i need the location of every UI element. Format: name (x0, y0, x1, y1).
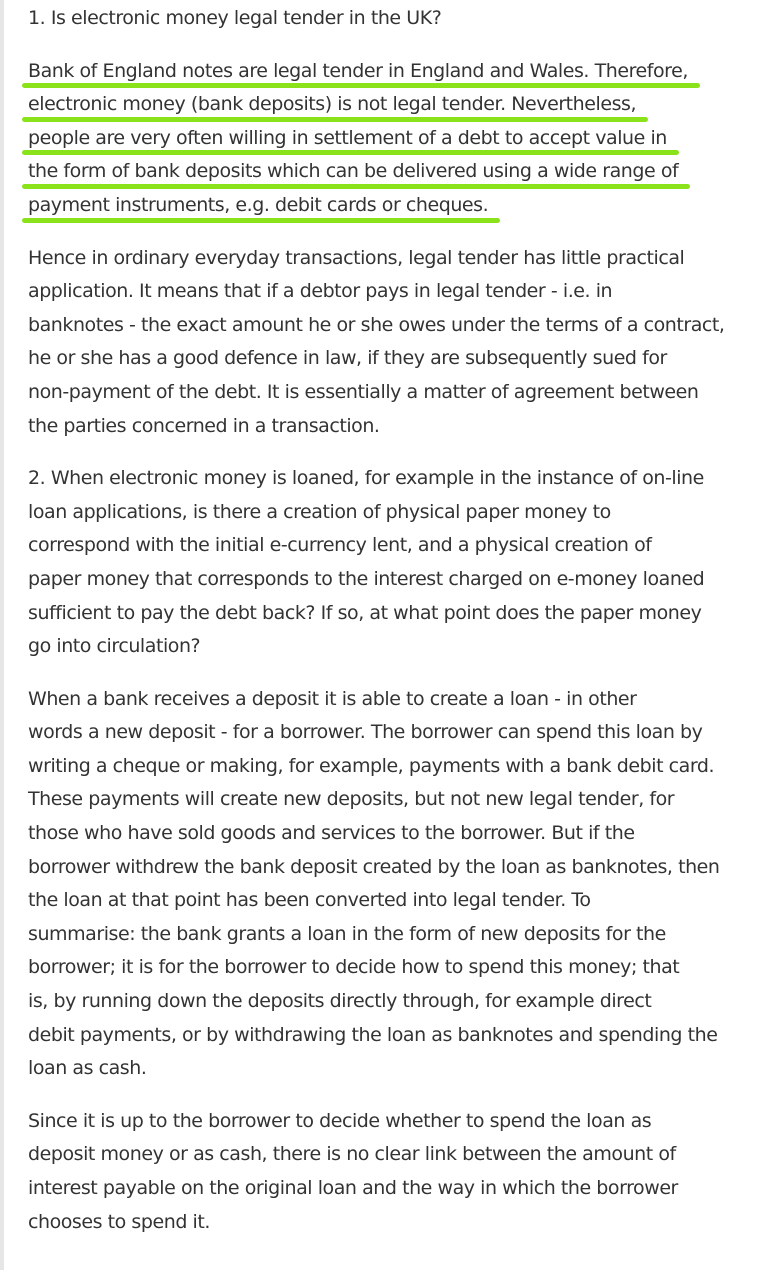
text-line: borrower; it is for the borrower to decide how to spend this money; that (28, 956, 680, 979)
text-line: writing a cheque or making, for example, payments with a bank debit card. (28, 754, 715, 777)
text-line: he or she has a good defence in law, if they are subsequently sued for (28, 347, 667, 370)
text-line: loan as cash. (28, 1057, 147, 1080)
text-line: go into circulation? (28, 635, 201, 658)
text-line: chooses to spend it. (28, 1210, 210, 1233)
question-2 (28, 462, 768, 664)
answer-1-continued (28, 242, 768, 444)
text-line: the loan at that point has been converted into legal tender. To (28, 889, 591, 912)
text-line: Hence in ordinary everyday transactions, legal tender has little practical (28, 246, 685, 269)
text-line: sufficient to pay the debt back? If so, at what point does the paper money (28, 601, 702, 624)
article-body (28, 2, 768, 1239)
text-line: words a new deposit - for a borrower. The borrower can spend this loan by (28, 721, 703, 744)
text-line: application. It means that if a debtor pays in legal tender - i.e. in (28, 280, 613, 303)
highlighted-line: people are very often willing in settlement of a debt to accept value in (28, 122, 667, 156)
text-line: borrower withdrew the bank deposit created by the loan as banknotes, then (28, 855, 720, 878)
text-line: non-payment of the debt. It is essentially a matter of agreement between (28, 380, 699, 403)
text-line: paper money that corresponds to the interest charged on e-money loaned (28, 567, 705, 590)
text-line: Since it is up to the borrower to decide whether to spend the loan as (28, 1109, 652, 1132)
text-line: is, by running down the deposits directly through, for example direct (28, 990, 652, 1013)
highlighted-line: Bank of England notes are legal tender in England and Wales. Therefore, (28, 55, 688, 89)
highlighted-line: electronic money (bank deposits) is not legal tender. Nevertheless, (28, 88, 636, 122)
answer-2-continued (28, 1105, 768, 1239)
text-line: those who have sold goods and services to the borrower. But if the (28, 822, 635, 845)
text-line: 2. When electronic money is loaned, for example in the instance of on-line (28, 467, 704, 490)
text-line: the parties concerned in a transaction. (28, 414, 380, 437)
question-1-line: 1. Is electronic money legal tender in the UK? (28, 7, 442, 29)
text-line: correspond with the initial e-currency lent, and a physical creation of (28, 534, 652, 557)
text-line: loan applications, is there a creation of physical paper money to (28, 500, 611, 523)
answer-2 (28, 683, 768, 1086)
text-line: deposit money or as cash, there is no clear link between the amount of (28, 1143, 676, 1166)
text-line: When a bank receives a deposit it is able to create a loan - in other (28, 687, 637, 710)
text-line: These payments will create new deposits, but not new legal tender, for (28, 788, 675, 811)
question-1 (28, 2, 768, 36)
highlighted-line: payment instruments, e.g. debit cards or cheques. (28, 189, 488, 223)
text-line: interest payable on the original loan and the way in which the borrower (28, 1177, 678, 1199)
text-line: summarise: the bank grants a loan in the form of new deposits for the (28, 922, 666, 945)
text-line: debit payments, or by withdrawing the loan as banknotes and spending the (28, 1023, 718, 1046)
highlighted-line: the form of bank deposits which can be delivered using a wide range of (28, 155, 678, 189)
left-border-rule (0, 0, 4, 1270)
text-line: banknotes - the exact amount he or she owes under the terms of a contract, (28, 313, 725, 336)
answer-1-highlighted (28, 55, 768, 223)
